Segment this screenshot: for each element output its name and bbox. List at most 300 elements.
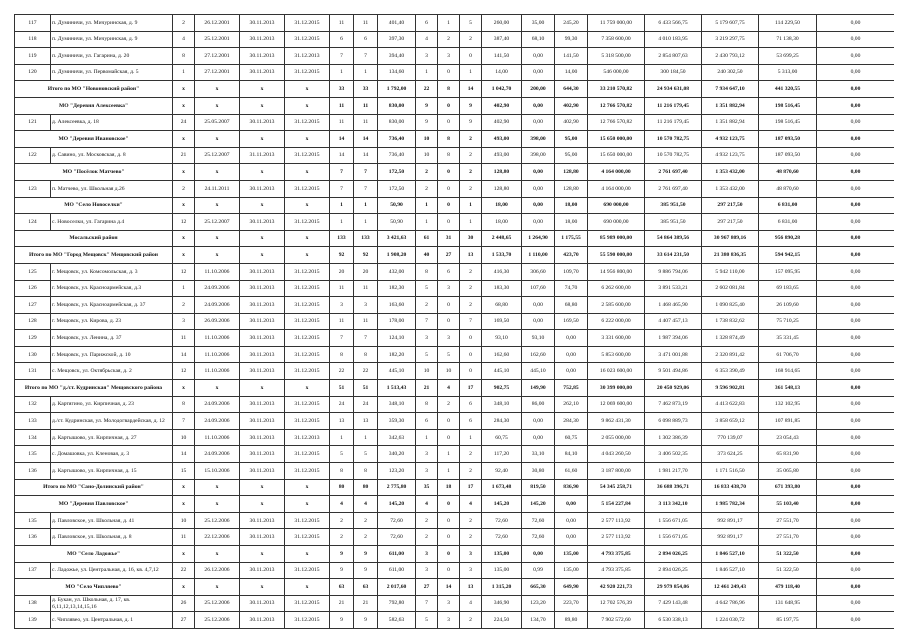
row-number-cell: 129 <box>15 330 51 347</box>
table-cell: 1 <box>438 15 460 32</box>
table-cell: 2 775,80 <box>378 479 416 496</box>
table-cell: 25.12.2007 <box>195 147 240 164</box>
table-cell: 0 <box>438 313 460 330</box>
table-cell: 168 914,65 <box>759 363 817 380</box>
address-cell: г. Мещовск, ул. Красноармейская, д.3 <box>51 280 173 297</box>
table-cell: 736,40 <box>378 147 416 164</box>
table-cell: 12 <box>173 214 195 231</box>
table-cell: 157 095,95 <box>759 263 817 280</box>
subtotal-row <box>15 247 895 264</box>
table-cell: 2 <box>460 164 482 181</box>
table-cell: 0 <box>438 164 460 181</box>
table-cell: 394,40 <box>378 48 416 65</box>
table-cell: 30.11.2013 <box>240 446 285 463</box>
table-cell: 141,50 <box>555 48 588 65</box>
table-cell: 60,75 <box>482 429 522 446</box>
subtotal-label: МО "Деревня Ивановское" <box>15 131 173 148</box>
table-cell: 4 413 622,83 <box>702 396 759 413</box>
table-cell: 141,50 <box>482 48 522 65</box>
table-cell: 3 <box>416 546 438 563</box>
table-cell: 123,20 <box>378 463 416 480</box>
table-cell: 80 <box>354 479 378 496</box>
table-cell: 68,80 <box>482 297 522 314</box>
table-cell: 72,60 <box>522 512 555 529</box>
table-cell: 245,20 <box>555 15 588 32</box>
table-cell: 2 <box>460 180 482 197</box>
table-cell: 4 164 000,00 <box>588 164 645 181</box>
table-cell: 12 <box>173 363 195 380</box>
table-cell: 63 <box>354 579 378 596</box>
table-cell: 12 <box>173 263 195 280</box>
table-cell: x <box>285 247 330 264</box>
table-cell: 0,00 <box>817 529 895 546</box>
row-number-cell: 131 <box>15 363 51 380</box>
table-row <box>15 595 895 612</box>
table-cell: 445,10 <box>522 363 555 380</box>
row-number-cell: 136 <box>15 529 51 546</box>
table-cell: 25.12.2006 <box>195 595 240 612</box>
row-number-cell: 128 <box>15 313 51 330</box>
table-cell: 493,00 <box>482 147 522 164</box>
table-cell: 0,00 <box>817 31 895 48</box>
table-cell: x <box>285 579 330 596</box>
table-cell: 3 891 533,21 <box>645 280 702 297</box>
table-cell: x <box>173 230 195 247</box>
table-cell: 0,00 <box>817 147 895 164</box>
table-cell: x <box>285 81 330 98</box>
table-cell: 145,20 <box>482 496 522 513</box>
table-cell: 134,60 <box>378 64 416 81</box>
table-cell: 0,00 <box>522 546 555 563</box>
table-cell: 128,80 <box>555 180 588 197</box>
row-number-cell: 137 <box>15 562 51 579</box>
table-cell: 53 699,25 <box>759 48 817 65</box>
table-cell: 2 <box>416 512 438 529</box>
table-cell: 0,00 <box>555 529 588 546</box>
table-cell: 2 <box>416 297 438 314</box>
table-cell: 9 <box>460 97 482 114</box>
table-cell: 2 761 697,40 <box>645 164 702 181</box>
table-cell: 24.11.2011 <box>195 180 240 197</box>
table-cell: 3 471 001,88 <box>645 346 702 363</box>
subtotal-label: Итого по МО "Новоновский район" <box>15 81 173 98</box>
table-cell: x <box>173 479 195 496</box>
table-cell: 8 <box>173 396 195 413</box>
table-cell: x <box>285 380 330 397</box>
table-cell: 182,30 <box>378 280 416 297</box>
table-cell: 2 <box>460 131 482 148</box>
table-cell: 0 <box>438 97 460 114</box>
table-cell: 1 <box>354 64 378 81</box>
table-cell: 5 318 500,00 <box>588 48 645 65</box>
table-cell: 54 864 389,56 <box>645 230 702 247</box>
table-cell: 2 448,65 <box>482 230 522 247</box>
table-cell: 0,00 <box>817 479 895 496</box>
table-cell: 830,00 <box>378 114 416 131</box>
table-cell: 9 <box>354 612 378 629</box>
table-cell: 50,90 <box>378 214 416 231</box>
table-cell: 0,00 <box>817 463 895 480</box>
table-cell: 182,20 <box>378 346 416 363</box>
table-cell: 1 <box>438 446 460 463</box>
table-cell: 2 <box>416 164 438 181</box>
table-cell: 0,00 <box>522 413 555 430</box>
table-cell: 61 706,70 <box>759 346 817 363</box>
table-cell: 12 766 570,82 <box>588 114 645 131</box>
table-cell: 0 <box>438 496 460 513</box>
table-cell: 183,30 <box>482 280 522 297</box>
table-cell: 1 224 030,72 <box>702 612 759 629</box>
table-cell: 22 <box>416 81 438 98</box>
table-cell: 0,00 <box>817 180 895 197</box>
subtotal-label: Мосальский район <box>15 230 173 247</box>
table-cell: 0,00 <box>817 297 895 314</box>
table-cell: 48 870,60 <box>759 164 817 181</box>
table-cell: 3 <box>438 595 460 612</box>
table-cell: 30.11.2013 <box>240 313 285 330</box>
table-cell: 0,00 <box>817 396 895 413</box>
subtotal-row <box>15 546 895 563</box>
table-cell: 9 886 794,06 <box>645 263 702 280</box>
table-cell: 0,00 <box>522 297 555 314</box>
table-cell: 9 <box>416 114 438 131</box>
table-cell: 1 792,00 <box>378 81 416 98</box>
table-cell: x <box>173 496 195 513</box>
table-cell: 11 <box>354 280 378 297</box>
table-cell: 992 891,17 <box>702 512 759 529</box>
table-cell: 0,00 <box>817 363 895 380</box>
table-cell: 6 098 889,73 <box>645 413 702 430</box>
table-cell: 0,00 <box>817 263 895 280</box>
table-cell: 7 <box>354 48 378 65</box>
table-cell: 22 <box>173 562 195 579</box>
table-cell: 8 <box>330 346 354 363</box>
table-cell: 145,20 <box>522 496 555 513</box>
table-cell: 31.12.2015 <box>285 15 330 32</box>
table-cell: 836,90 <box>555 479 588 496</box>
table-cell: 6 222 000,00 <box>588 313 645 330</box>
table-cell: 9 <box>416 97 438 114</box>
table-cell: 0,00 <box>817 446 895 463</box>
table-cell: 398,00 <box>522 147 555 164</box>
table-row <box>15 413 895 430</box>
table-cell: 21 <box>354 595 378 612</box>
table-cell: 7 <box>330 330 354 347</box>
table-cell: 398,00 <box>522 131 555 148</box>
table-cell: 5 <box>354 446 378 463</box>
address-cell: д. Алексеевка, д. 18 <box>51 114 173 131</box>
table-cell: 8 <box>173 48 195 65</box>
table-cell: 0,00 <box>555 346 588 363</box>
table-cell: 8 <box>354 463 378 480</box>
table-cell: x <box>195 380 240 397</box>
table-row <box>15 396 895 413</box>
table-cell: 31.12.2015 <box>285 31 330 48</box>
table-cell: 644,30 <box>555 81 588 98</box>
table-cell: 2 <box>460 297 482 314</box>
table-cell: 1 468 465,90 <box>645 297 702 314</box>
table-cell: 31.12.2015 <box>285 512 330 529</box>
table-cell: 80 <box>330 479 354 496</box>
table-cell: x <box>240 131 285 148</box>
table-cell: 2 <box>460 446 482 463</box>
table-cell: 30.11.2013 <box>240 612 285 629</box>
table-cell: 9 596 902,81 <box>702 380 759 397</box>
subtotal-label: МО "Деревня Павловское" <box>15 496 173 513</box>
table-row <box>15 363 895 380</box>
table-cell: 163,60 <box>378 297 416 314</box>
table-row <box>15 562 895 579</box>
address-cell: с. Чиплявео, ул. Центральная, д. 1 <box>51 612 173 629</box>
document-page <box>14 14 894 634</box>
table-cell: 63 <box>330 579 354 596</box>
table-cell: 348,10 <box>378 396 416 413</box>
table-cell: 1 985 782,34 <box>702 496 759 513</box>
table-cell: 30.11.2013 <box>240 512 285 529</box>
table-cell: 187 093,50 <box>759 131 817 148</box>
table-cell: 11 <box>330 97 354 114</box>
table-cell: 2 <box>173 297 195 314</box>
address-cell: п. Думиничи, ул. Мичуринская, д. 9 <box>51 31 173 48</box>
table-cell: 3 858 659,12 <box>702 413 759 430</box>
table-cell: 0,00 <box>817 131 895 148</box>
table-cell: 178,00 <box>378 313 416 330</box>
table-cell: 11 216 179,45 <box>645 97 702 114</box>
table-cell: 9 <box>354 562 378 579</box>
table-row <box>15 330 895 347</box>
subtotal-row <box>15 496 895 513</box>
table-cell: 2 761 697,40 <box>645 180 702 197</box>
table-cell: 594 942,15 <box>759 247 817 264</box>
table-cell: 135,00 <box>482 562 522 579</box>
table-cell: 33 210 570,82 <box>588 81 645 98</box>
table-cell: 75 710,25 <box>759 313 817 330</box>
table-cell: 128,80 <box>482 180 522 197</box>
table-cell: 1 351 882,94 <box>702 97 759 114</box>
table-row <box>15 263 895 280</box>
address-cell: п. Матчево, ул. Школьная д.26 <box>51 180 173 197</box>
table-cell: 5 <box>416 612 438 629</box>
table-cell: 0,00 <box>817 280 895 297</box>
table-row <box>15 313 895 330</box>
table-cell: 55 590 000,00 <box>588 247 645 264</box>
address-cell: п. Думиничи, ул. Первомайская, д. 5 <box>51 64 173 81</box>
table-cell: 0 <box>460 363 482 380</box>
table-cell: 11 759 000,00 <box>588 15 645 32</box>
table-cell: 109,70 <box>555 263 588 280</box>
table-cell: 5 <box>416 346 438 363</box>
table-cell: 300 184,50 <box>645 64 702 81</box>
table-cell: 0,00 <box>817 512 895 529</box>
table-cell: 7 <box>330 48 354 65</box>
table-cell: 30.11.2013 <box>240 396 285 413</box>
table-cell: 0,00 <box>522 97 555 114</box>
table-cell: 4 <box>173 31 195 48</box>
table-cell: 4 <box>438 380 460 397</box>
table-cell: 8 <box>438 131 460 148</box>
table-cell: 611,00 <box>378 546 416 563</box>
subtotal-row <box>15 380 895 397</box>
table-cell: 27.12.2001 <box>195 64 240 81</box>
table-cell: 3 331 600,00 <box>588 330 645 347</box>
table-cell: 2 585 600,00 <box>588 297 645 314</box>
table-cell: 582,63 <box>378 612 416 629</box>
table-cell: 24.09.2006 <box>195 413 240 430</box>
subtotal-label: Итого по МО "д./ст. Кудринская" Мещовского района <box>15 380 173 397</box>
table-cell: 14,00 <box>482 64 522 81</box>
table-cell: 7 462 873,19 <box>645 396 702 413</box>
table-cell: 1 <box>416 429 438 446</box>
table-cell: 2 <box>460 529 482 546</box>
table-cell: 359,30 <box>378 413 416 430</box>
table-cell: 6 <box>330 31 354 48</box>
address-cell: д. Картягино, ул. Кирпичная, д. 23 <box>51 396 173 413</box>
table-cell: 401,40 <box>378 15 416 32</box>
table-cell: 18 <box>438 479 460 496</box>
table-cell: 402,90 <box>555 114 588 131</box>
table-cell: 51 322,50 <box>759 562 817 579</box>
table-cell: 0,00 <box>522 429 555 446</box>
table-cell: 3 113 342,10 <box>645 496 702 513</box>
table-cell: 27 <box>173 612 195 629</box>
table-cell: 2 854 807,63 <box>645 48 702 65</box>
table-cell: 2 <box>330 529 354 546</box>
table-row <box>15 280 895 297</box>
subtotal-row <box>15 579 895 596</box>
table-cell: 2 <box>173 15 195 32</box>
table-cell: 0,00 <box>817 413 895 430</box>
table-cell: 2 577 113,92 <box>588 512 645 529</box>
table-cell: 0 <box>460 330 482 347</box>
table-cell: 224,50 <box>482 612 522 629</box>
table-cell: 187 093,50 <box>759 147 817 164</box>
table-cell: 11.10.2006 <box>195 330 240 347</box>
table-cell: 30.11.2013 <box>240 529 285 546</box>
table-cell: 0,00 <box>522 114 555 131</box>
table-cell: 1 <box>460 197 482 214</box>
table-cell: 8 <box>438 147 460 164</box>
table-cell: 60,75 <box>555 429 588 446</box>
address-cell: г. Мещовск, ул. Красноармейская, д. 37 <box>51 297 173 314</box>
table-cell: 3 <box>460 562 482 579</box>
table-cell: 6 <box>416 413 438 430</box>
subtotal-row <box>15 197 895 214</box>
table-cell: x <box>173 197 195 214</box>
table-cell: x <box>195 197 240 214</box>
table-cell: 11 <box>173 330 195 347</box>
table-cell: 17 <box>460 380 482 397</box>
address-cell: д. Картышово, ул. Кирпичная, д. 15 <box>51 463 173 480</box>
table-cell: 397,30 <box>378 31 416 48</box>
table-cell: 1 <box>354 429 378 446</box>
table-cell: 423,70 <box>555 247 588 264</box>
table-cell: 6 433 566,75 <box>645 15 702 32</box>
table-cell: 0,00 <box>817 15 895 32</box>
table-row <box>15 180 895 197</box>
table-cell: 4 <box>460 496 482 513</box>
table-cell: 18,00 <box>555 197 588 214</box>
table-cell: 13 <box>354 413 378 430</box>
table-cell: 6 530 338,13 <box>645 612 702 629</box>
table-cell: 0,00 <box>817 562 895 579</box>
table-cell: 51 <box>330 380 354 397</box>
table-cell: 26.09.2006 <box>195 313 240 330</box>
table-cell: 92 <box>330 247 354 264</box>
table-cell: 11 <box>354 313 378 330</box>
table-cell: 0 <box>438 297 460 314</box>
table-cell: 0 <box>438 546 460 563</box>
table-cell: 31.12.2015 <box>285 463 330 480</box>
table-cell: 9 <box>330 546 354 563</box>
row-number-cell: 126 <box>15 280 51 297</box>
table-cell: 14 <box>173 446 195 463</box>
table-cell: 6 <box>354 31 378 48</box>
table-cell: 2 <box>460 263 482 280</box>
table-cell: 0 <box>438 114 460 131</box>
address-cell: д. Картышово, ул. Кирпичная, д. 27 <box>51 429 173 446</box>
table-cell: 3 <box>438 48 460 65</box>
address-cell: г. Мещовск, ул. Кирова, д. 23 <box>51 313 173 330</box>
table-cell: 1 981 217,70 <box>645 463 702 480</box>
address-cell: д. Павловское, ул. Школьная, д. 8 <box>51 529 173 546</box>
table-cell: 31.12.2015 <box>285 396 330 413</box>
subtotal-label: МО "Село Чипляево" <box>15 579 173 596</box>
table-cell: 2 <box>460 512 482 529</box>
table-cell: 2 <box>416 529 438 546</box>
table-cell: 30.11.2013 <box>240 463 285 480</box>
table-cell: 23 054,43 <box>759 429 817 446</box>
table-cell: 0 <box>438 64 460 81</box>
table-row <box>15 31 895 48</box>
table-cell: 0,00 <box>817 313 895 330</box>
table-cell: 27 551,70 <box>759 512 817 529</box>
table-cell: 30.11.2013 <box>240 363 285 380</box>
table-cell: x <box>285 546 330 563</box>
table-cell: 11 <box>330 114 354 131</box>
table-cell: 479 118,40 <box>759 579 817 596</box>
table-cell: 31 <box>438 230 460 247</box>
table-cell: 55 103,40 <box>759 496 817 513</box>
table-cell: 26.12.2001 <box>195 15 240 32</box>
subtotal-label: МО "Деревня Алексеевка" <box>15 97 173 114</box>
table-row <box>15 114 895 131</box>
table-cell: 1 <box>173 64 195 81</box>
table-cell: 5 313,00 <box>759 64 817 81</box>
table-cell: x <box>173 546 195 563</box>
table-cell: x <box>240 81 285 98</box>
table-cell: 33,10 <box>522 446 555 463</box>
table-cell: 2 894 026,25 <box>645 562 702 579</box>
table-cell: 7 <box>416 313 438 330</box>
table-cell: 200,00 <box>522 81 555 98</box>
table-cell: 1 <box>416 197 438 214</box>
table-cell: 27 <box>416 579 438 596</box>
row-number-cell: 123 <box>15 180 51 197</box>
table-cell: 128,80 <box>482 164 522 181</box>
table-cell: 0 <box>438 180 460 197</box>
table-cell: 133 <box>354 230 378 247</box>
table-cell: 2 <box>330 512 354 529</box>
table-cell: 445,10 <box>378 363 416 380</box>
table-cell: 4 932 123,75 <box>702 131 759 148</box>
table-cell: 1 <box>460 429 482 446</box>
subtotal-row <box>15 164 895 181</box>
table-cell: 752,85 <box>555 380 588 397</box>
table-cell: 0,00 <box>522 214 555 231</box>
table-cell: 0,00 <box>555 512 588 529</box>
table-cell: 1 <box>354 214 378 231</box>
table-cell: 30.11.2013 <box>240 330 285 347</box>
